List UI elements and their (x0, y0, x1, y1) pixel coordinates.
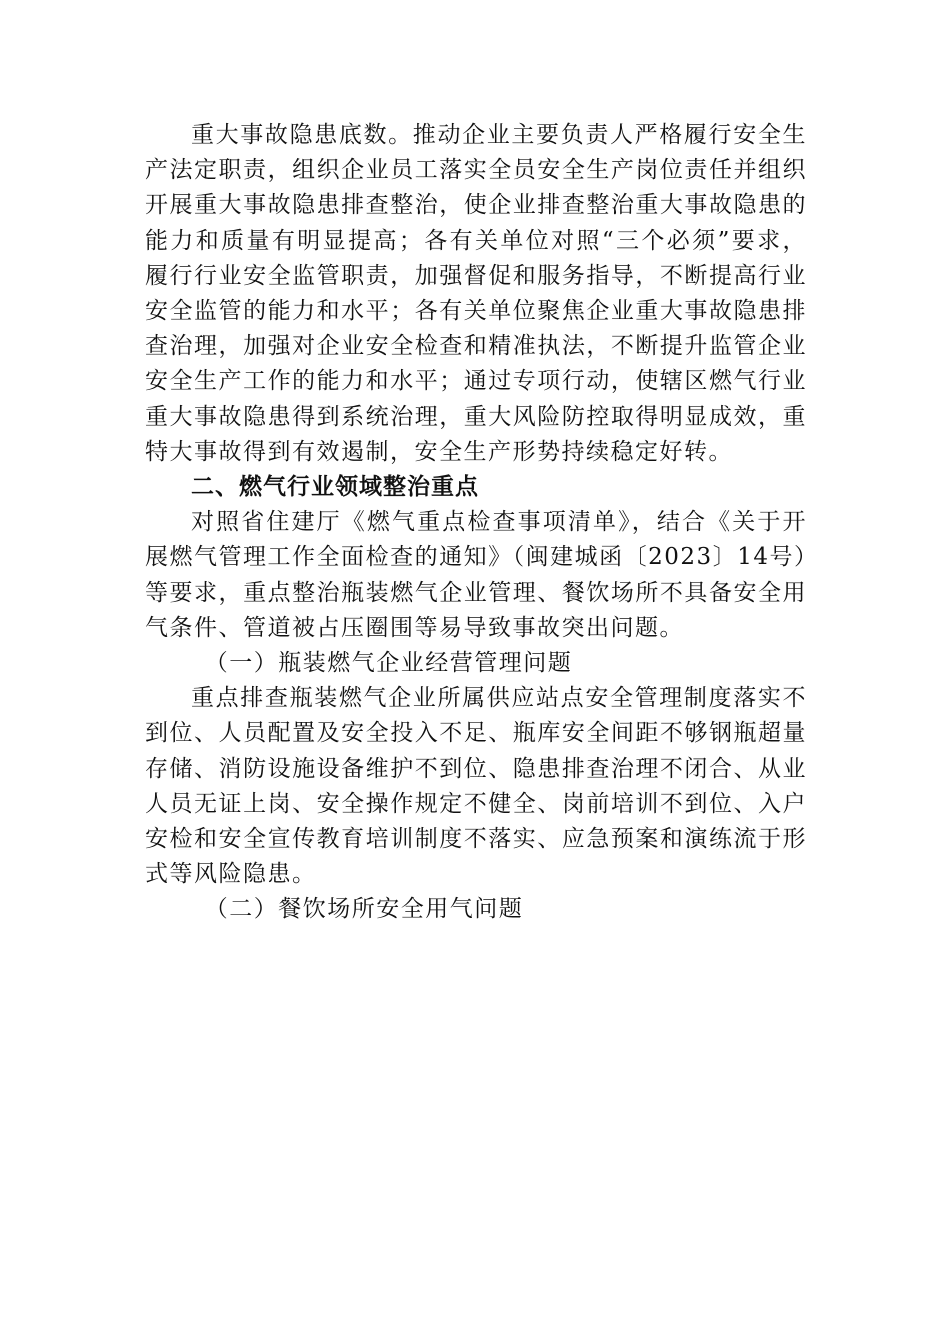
document-body (145, 118, 807, 928)
paragraph-bottled-gas: 重点排查瓶装燃气企业所属供应站点安全管理制度落实不到位、人员配置及安全投入不足、瓶库安全间距不够钢瓶超量存储、消防设施设备维护不到位、隐患排查治理不闭合、从业人员无证上岗、安全操作规定不健全、岗前培训不到位、入户安检和安全宣传教育培训制度不落实、应急预案和演练流于形式等风险隐患。 (145, 685, 807, 888)
subsection-heading-1: （一）瓶装燃气企业经营管理问题 (204, 650, 573, 677)
paragraph-focus: 对照省住建厅《燃气重点检查事项清单》，结合《关于开展燃气管理工作全面检查的通知》（闽建城函〔2023〕14号）等要求，重点整治瓶装燃气企业管理、餐饮场所不具备安全用气条件、管道被占压圈围等易导致事故突出问题。 (145, 509, 807, 641)
paragraph-goals: 重大事故隐患底数。推动企业主要负责人严格履行安全生产法定职责，组织企业员工落实全员安全生产岗位责任并组织开展重大事故隐患排查整治，使企业排查整治重大事故隐患的能力和质量有明显提高；各有关单位对照“三个必须”要求，履行行业安全监管职责，加强督促和服务指导，不断提高行业安全监管的能力和水平；各有关单位聚焦企业重大事故隐患排查治理，加强对企业安全检查和精准执法，不断提升监管企业安全生产工作的能力和水平；通过专项行动，使辖区燃气行业重大事故隐患得到系统治理，重大风险防控取得明显成效，重特大事故得到有效遏制，安全生产形势持续稳定好转。 (145, 122, 807, 465)
subsection-heading-2: （二）餐饮场所安全用气问题 (204, 896, 524, 923)
section-heading-2: 二、燃气行业领域整治重点 (191, 474, 479, 501)
